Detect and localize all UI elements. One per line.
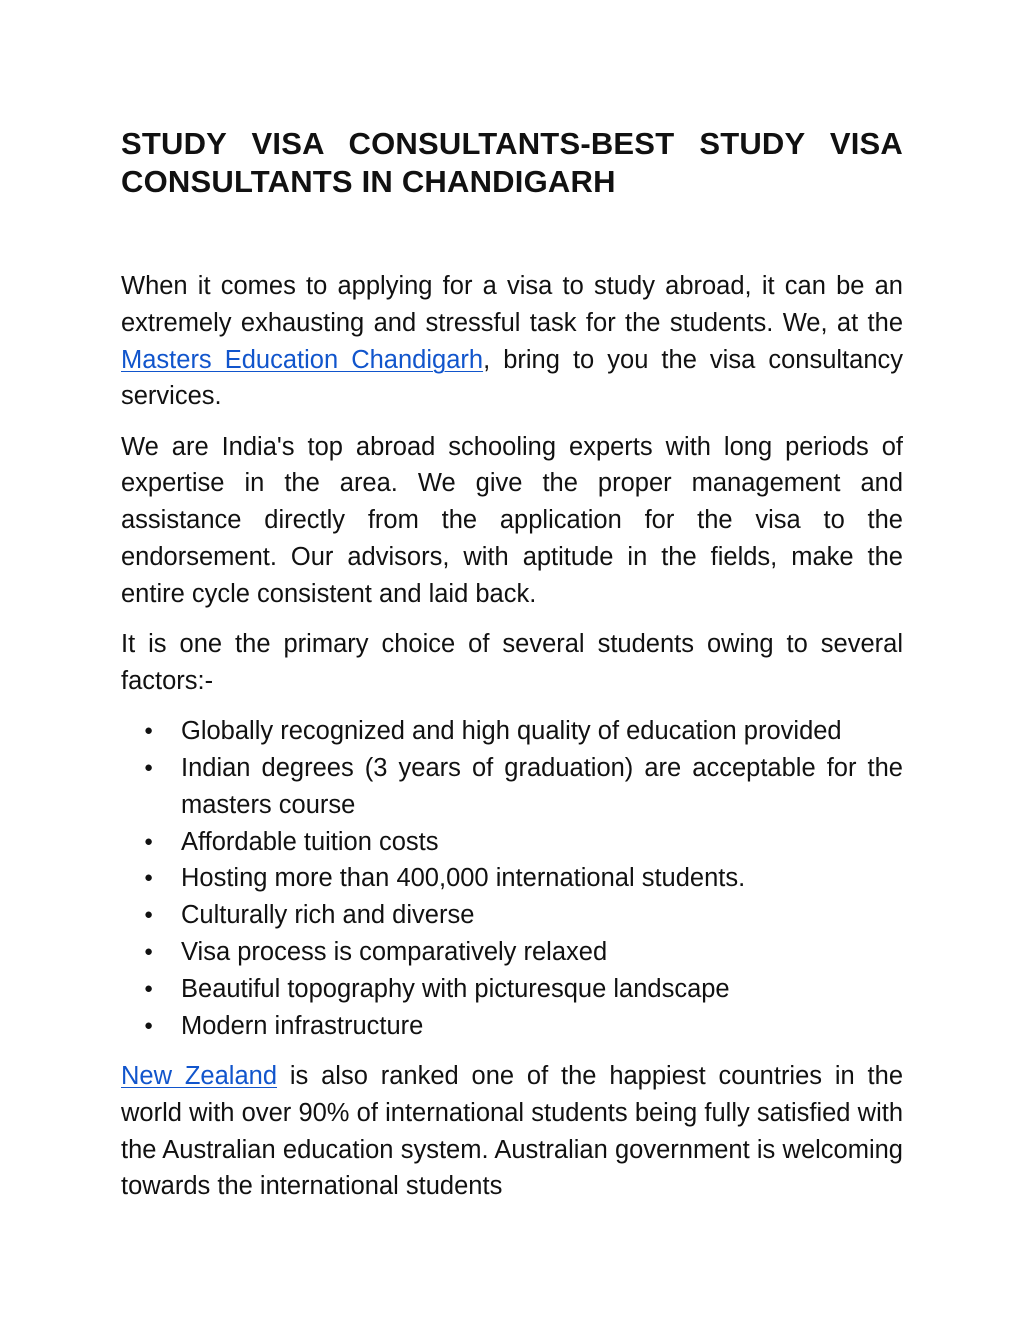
list-item	[144, 750, 903, 824]
list-item-text: Hosting more than 400,000 international students.	[181, 864, 746, 893]
intro-text-before-link: When it comes to applying for a visa to study abroad, it can be an extremely exhausting and stressful task for the students. We, at the	[121, 272, 903, 337]
bullet-icon: ●	[144, 1016, 154, 1034]
expertise-paragraph: We are India's top abroad schooling experts with long periods of expertise in the area. We give the proper management and assistance directly from the application for the visa to the endorsement. Our advisors, with aptitude in the fields, make the entire cycle consistent and laid back.	[121, 432, 903, 608]
document-body	[121, 268, 903, 1219]
list-item	[144, 713, 903, 750]
list-item-text: Affordable tuition costs	[181, 827, 439, 856]
bullet-icon: ●	[144, 722, 154, 740]
new-zealand-paragraph	[121, 1058, 903, 1205]
list-item-text: Indian degrees (3 years of graduation) are acceptable for the masters course	[181, 754, 903, 819]
list-item	[144, 860, 903, 897]
page-title	[121, 125, 903, 201]
bullet-icon: ●	[144, 943, 154, 961]
list-item-text: Globally recognized and high quality of education provided	[181, 717, 842, 746]
list-item-text: Culturally rich and diverse	[181, 901, 475, 930]
intro-text-after-link: , bring to you the visa consultancy services.	[121, 345, 903, 411]
bullet-icon: ●	[144, 869, 154, 887]
list-item-text: Modern infrastructure	[181, 1011, 424, 1040]
new-zealand-text: is also ranked one of the happiest countries in the world with over 90% of international students being fully satisfied with the Australian education system. Australian government is welcoming towards the international students	[121, 1061, 904, 1201]
bullet-icon: ●	[144, 906, 154, 924]
factors-list	[121, 713, 903, 1044]
list-item	[144, 934, 903, 971]
bullet-icon: ●	[144, 832, 154, 850]
new-zealand-link[interactable]: New Zealand	[121, 1061, 278, 1090]
list-item	[144, 971, 903, 1008]
title-line-1: STUDY VISA CONSULTANTS-BEST STUDY VISA	[121, 126, 903, 161]
list-item	[144, 897, 903, 934]
list-item	[144, 824, 903, 861]
list-item	[144, 1008, 903, 1045]
title-line-2: CONSULTANTS IN CHANDIGARH	[121, 164, 616, 199]
list-item-text: Visa process is comparatively relaxed	[181, 938, 608, 967]
intro-paragraph	[121, 268, 903, 415]
bullet-icon: ●	[144, 759, 154, 777]
masters-education-link[interactable]: Masters Education Chandigarh	[121, 345, 484, 374]
bullet-icon: ●	[144, 979, 154, 997]
factors-intro-paragraph: It is one the primary choice of several students owing to several factors:-	[121, 630, 903, 695]
list-item-text: Beautiful topography with picturesque landscape	[181, 974, 730, 1003]
